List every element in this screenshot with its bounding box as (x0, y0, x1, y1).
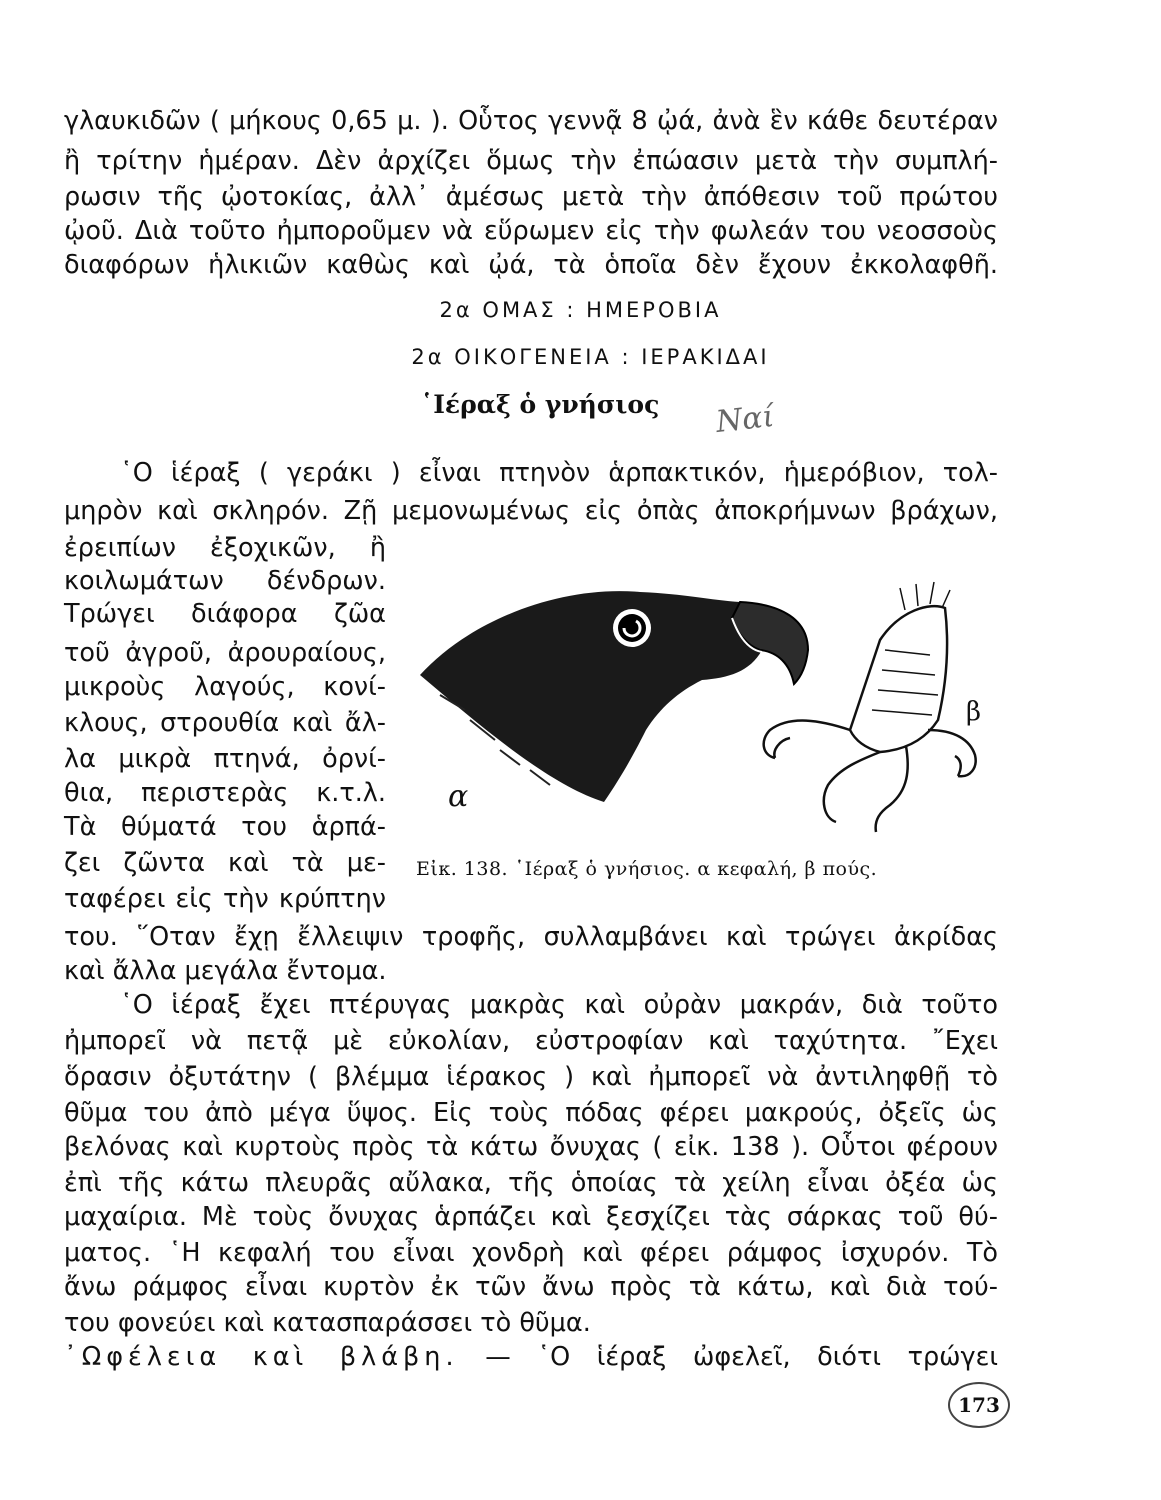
heading-family: 2α ΟΙΚΟΓΕΝΕΙΑ : ΙΕΡΑΚΙΔΑΙ (411, 345, 770, 369)
text-line: θῦμα του ἀπὸ μέγα ὕψος. Εἰς τοὺς πόδας φέρει μακρούς, ὀξεῖς ὡς (64, 1098, 998, 1128)
text-line: ῾Ο ἱέραξ ἔχει πτέρυγας μακρὰς καὶ οὐρὰν μακράν, διὰ τοῦτο (120, 990, 998, 1020)
text-line: ἐπὶ τῆς κάτω πλευρᾶς αὔλακα, τῆς ὁποίας τὰ χείλη εἶναι ὀξέα ὡς (64, 1168, 998, 1198)
text-line: Τὰ θύματά του ἁρπά- (64, 812, 386, 842)
text-line: ὅρασιν ὀξυτάτην ( βλέμμα ἱέρακος ) καὶ ἠμπορεῖ νὰ ἀντιληφθῇ τὸ (64, 1062, 998, 1092)
text-line: θια, περιστερὰς κ.τ.λ. (64, 778, 386, 808)
figure-label-a: α (448, 779, 469, 814)
hawk-head-illustration (420, 591, 808, 802)
handwritten-annotation: Ναί (714, 399, 776, 440)
text-line: ἄνω ράμφος εἶναι κυρτὸν ἐκ τῶν ἄνω πρὸς τὰ κάτω, καὶ διὰ τού- (64, 1272, 998, 1302)
hawk-illustration (410, 580, 1010, 850)
text-line: ζει ζῶντα καὶ τὰ με- (64, 848, 386, 878)
text-line: ταφέρει εἰς τὴν κρύπτην (64, 884, 386, 914)
heading-group: 2α ΟΜΑΣ : ΗΜΕΡΟΒΙΑ (439, 298, 722, 322)
page-number: 173 (948, 1382, 1010, 1428)
text-line: λα μικρὰ πτηνά, ὀρνί- (64, 744, 386, 774)
text-line: κοιλωμάτων δένδρων. (64, 566, 386, 596)
text-line: τοῦ ἀγροῦ, ἀρουραίους, (64, 638, 386, 668)
text-line: Τρώγει διάφορα ζῶα (64, 599, 386, 629)
spaced-lead-text: ᾿Ωφέλεια καὶ βλάβη. (64, 1342, 459, 1372)
figure-caption: Εἰκ. 138. ῾Ιέραξ ὁ γνήσιος. α κεφαλή, β πούς. (416, 858, 878, 880)
text-line: ρωσιν τῆς ᾠοτοκίας, ἀλλ᾽ ἀμέσως μετὰ τὴν ἀπόθεσιν τοῦ πρώτου (64, 182, 998, 212)
text-line: μαχαίρια. Μὲ τοὺς ὄνυχας ἁρπάζει καὶ ξεσχίζει τὰς σάρκας τοῦ θύ- (64, 1202, 998, 1232)
text-line: του φονεύει καὶ κατασπαράσσει τὸ θῦμα. (64, 1308, 591, 1338)
text-line: ματος. ῾Η κεφαλή του εἶναι χονδρὴ καὶ φέρει ράμφος ἰσχυρόν. Τὸ (64, 1238, 998, 1268)
text-line: κλους, στρουθία καὶ ἄλ- (64, 708, 386, 738)
text-line: μηρὸν καὶ σκληρόν. Ζῇ μεμονωμένως εἰς ὀπὰς ἀποκρήμνων βράχων, (64, 496, 998, 526)
text-line: ἠμπορεῖ νὰ πετᾷ μὲ εὐκολίαν, εὐστροφίαν καὶ ταχύτητα. ῎Εχει (64, 1026, 998, 1056)
text-continuation: — ῾Ο ἱέραξ ὠφελεῖ, διότι τρώγει (458, 1342, 999, 1372)
text-line: ἐρειπίων ἐξοχικῶν, ἢ (64, 533, 386, 563)
text-line: διαφόρων ἡλικιῶν καθὼς καὶ ᾠά, τὰ ὁποῖα δὲν ἔχουν ἐκκολαφθῆ. (64, 250, 998, 280)
text-line: βελόνας καὶ κυρτοὺς πρὸς τὰ κάτω ὄνυχας ( εἰκ. 138 ). Οὗτοι φέρουν (64, 1132, 998, 1162)
figure-label-b: β (966, 697, 982, 727)
figure-hawk (410, 580, 1010, 850)
text-line: καὶ ἄλλα μεγάλα ἔντομα. (64, 956, 387, 986)
section-title: ῾Ιέραξ ὁ γνήσιος (420, 390, 660, 419)
text-line: ῾Ο ἱέραξ ( γεράκι ) εἶναι πτηνὸν ἁρπακτικόν, ἡμερόβιον, τολ- (120, 458, 998, 488)
text-line: του. ῞Οταν ἔχῃ ἔλλειψιν τροφῆς, συλλαμβάνει καὶ τρώγει ἀκρίδας (64, 922, 998, 952)
text-line: γλαυκιδῶν ( μήκους 0,65 μ. ). Οὗτος γεννᾷ 8 ᾠά, ἀνὰ ἓν κάθε δευτέραν (64, 106, 998, 136)
text-line: ᾠοῦ. Διὰ τοῦτο ἠμποροῦμεν νὰ εὕρωμεν εἰς τὴν φωλεάν του νεοσσοὺς (64, 216, 998, 246)
text-line: μικροὺς λαγούς, κονί- (64, 672, 386, 702)
text-line: ἢ τρίτην ἡμέραν. Δὲν ἀρχίζει ὅμως τὴν ἐπώασιν μετὰ τὴν συμπλή- (64, 146, 998, 176)
paragraph-4 (64, 1340, 998, 1374)
